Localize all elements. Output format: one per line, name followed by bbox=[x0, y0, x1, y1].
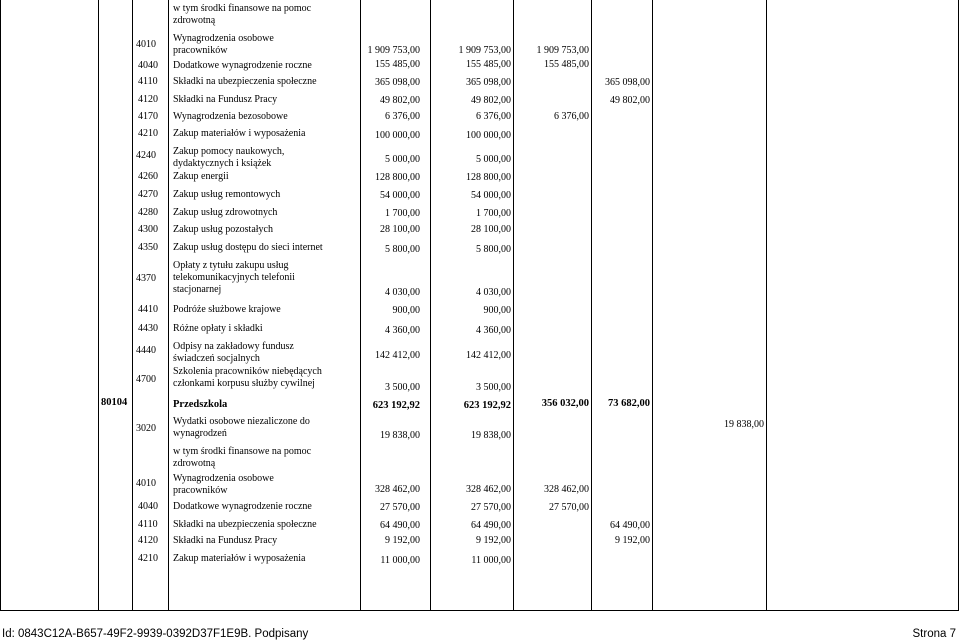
item-name: Dodatkowe wynagrodzenie roczne bbox=[173, 60, 312, 71]
paragraph-code: 4430 bbox=[138, 323, 158, 334]
amount-cell: 900,00 bbox=[483, 305, 511, 316]
item-name: Wynagrodzenia bezosobowe bbox=[173, 111, 288, 122]
amount-cell: 100 000,00 bbox=[375, 130, 420, 141]
paragraph-code: 4700 bbox=[136, 374, 156, 385]
item-name: Zakup usług zdrowotnych bbox=[173, 207, 278, 218]
amount-cell: 19 838,00 bbox=[380, 430, 420, 441]
item-name: Zakup energii bbox=[173, 171, 229, 182]
document-id-text: Id: 0843C12A-B657-49F2-9939-0392D37F1E9B. Podpisany bbox=[2, 628, 309, 640]
amount-cell: 9 192,00 bbox=[385, 535, 420, 546]
amount-cell: 5 000,00 bbox=[385, 154, 420, 165]
amount-cell: 3 500,00 bbox=[385, 382, 420, 393]
amount-cell: 5 800,00 bbox=[385, 244, 420, 255]
amount-cell: 4 030,00 bbox=[476, 287, 511, 298]
amount-cell: 6 376,00 bbox=[476, 111, 511, 122]
column-divider bbox=[132, 0, 133, 610]
item-name: Dodatkowe wynagrodzenie roczne bbox=[173, 501, 312, 512]
column-divider bbox=[652, 0, 653, 610]
item-name: Składki na Fundusz Pracy bbox=[173, 94, 278, 105]
amount-cell: 27 570,00 bbox=[549, 502, 589, 513]
item-name: pracowników bbox=[173, 485, 228, 496]
paragraph-code: 3020 bbox=[136, 423, 156, 434]
amount-cell: 27 570,00 bbox=[380, 502, 420, 513]
chapter-name: Przedszkola bbox=[173, 399, 228, 410]
amount-cell: 49 802,00 bbox=[471, 95, 511, 106]
amount-cell: 365 098,00 bbox=[466, 77, 511, 88]
amount-cell: 5 800,00 bbox=[476, 244, 511, 255]
amount-cell: 100 000,00 bbox=[466, 130, 511, 141]
paragraph-code: 4110 bbox=[138, 76, 158, 87]
item-name: stacjonarnej bbox=[173, 284, 222, 295]
item-name: Różne opłaty i składki bbox=[173, 323, 263, 334]
amount-cell: 6 376,00 bbox=[385, 111, 420, 122]
item-name: Wynagrodzenia osobowe bbox=[173, 473, 274, 484]
column-divider bbox=[98, 0, 99, 610]
amount-cell: 900,00 bbox=[392, 305, 420, 316]
item-name: Składki na ubezpieczenia społeczne bbox=[173, 519, 317, 530]
amount-cell: 128 800,00 bbox=[375, 172, 420, 183]
item-name: Zakup usług pozostałych bbox=[173, 224, 273, 235]
paragraph-code: 4370 bbox=[136, 273, 156, 284]
column-divider bbox=[766, 0, 767, 610]
amount-cell: 4 030,00 bbox=[385, 287, 420, 298]
item-name: Zakup pomocy naukowych, bbox=[173, 146, 285, 157]
item-name: zdrowotną bbox=[173, 15, 216, 26]
amount-cell: 328 462,00 bbox=[544, 484, 589, 495]
paragraph-code: 4110 bbox=[138, 519, 158, 530]
amount-cell: 49 802,00 bbox=[610, 95, 650, 106]
amount-cell: 27 570,00 bbox=[471, 502, 511, 513]
paragraph-code: 4010 bbox=[136, 478, 156, 489]
item-name: telekomunikacyjnych telefonii bbox=[173, 272, 295, 283]
paragraph-code: 4040 bbox=[138, 60, 158, 71]
column-divider bbox=[591, 0, 592, 610]
chapter-code: 80104 bbox=[101, 397, 128, 408]
amount-cell: 5 000,00 bbox=[476, 154, 511, 165]
amount-cell: 28 100,00 bbox=[380, 224, 420, 235]
paragraph-code: 4120 bbox=[138, 94, 158, 105]
amount-cell: 365 098,00 bbox=[605, 77, 650, 88]
amount-cell: 11 000,00 bbox=[471, 555, 511, 566]
amount-cell: 9 192,00 bbox=[476, 535, 511, 546]
page-footer bbox=[0, 621, 960, 643]
amount-cell: 365 098,00 bbox=[375, 77, 420, 88]
column-divider bbox=[513, 0, 514, 610]
column-divider bbox=[958, 0, 959, 610]
item-name: zdrowotną bbox=[173, 458, 216, 469]
table-bottom-rule bbox=[0, 610, 959, 611]
item-name: Szkolenia pracowników niebędących bbox=[173, 366, 322, 377]
paragraph-code: 4010 bbox=[136, 39, 156, 50]
amount-cell: 11 000,00 bbox=[380, 555, 420, 566]
item-name: pracowników bbox=[173, 45, 228, 56]
item-name: Opłaty z tytułu zakupu usług bbox=[173, 260, 289, 271]
amount-cell: 1 700,00 bbox=[385, 208, 420, 219]
amount-cell: 54 000,00 bbox=[380, 190, 420, 201]
amount-cell: 1 909 753,00 bbox=[458, 45, 511, 56]
amount-cell: 623 192,92 bbox=[463, 400, 511, 411]
amount-cell: 142 412,00 bbox=[466, 350, 511, 361]
amount-cell: 64 490,00 bbox=[380, 520, 420, 531]
amount-cell: 64 490,00 bbox=[610, 520, 650, 531]
item-name: Składki na ubezpieczenia społeczne bbox=[173, 76, 317, 87]
amount-cell: 155 485,00 bbox=[466, 59, 511, 70]
paragraph-code: 4120 bbox=[138, 535, 158, 546]
item-name: Składki na Fundusz Pracy bbox=[173, 535, 278, 546]
paragraph-code: 4270 bbox=[138, 189, 158, 200]
amount-cell: 356 032,00 bbox=[541, 398, 589, 409]
item-name: Wydatki osobowe niezaliczone do bbox=[173, 416, 310, 427]
column-divider bbox=[360, 0, 361, 610]
paragraph-code: 4350 bbox=[138, 242, 158, 253]
item-name: Zakup materiałów i wyposażenia bbox=[173, 553, 306, 564]
amount-cell: 19 838,00 bbox=[471, 430, 511, 441]
paragraph-code: 4210 bbox=[138, 128, 158, 139]
amount-cell: 28 100,00 bbox=[471, 224, 511, 235]
amount-cell: 1 700,00 bbox=[476, 208, 511, 219]
amount-cell: 54 000,00 bbox=[471, 190, 511, 201]
item-name: w tym środki finansowe na pomoc bbox=[173, 446, 312, 457]
item-name: Zakup usług dostępu do sieci internet bbox=[173, 242, 323, 253]
amount-cell: 4 360,00 bbox=[385, 325, 420, 336]
amount-cell: 328 462,00 bbox=[375, 484, 420, 495]
amount-cell: 155 485,00 bbox=[375, 59, 420, 70]
amount-cell: 64 490,00 bbox=[471, 520, 511, 531]
amount-cell: 73 682,00 bbox=[608, 398, 650, 409]
paragraph-code: 4240 bbox=[136, 150, 156, 161]
amount-cell: 1 909 753,00 bbox=[536, 45, 589, 56]
amount-cell: 19 838,00 bbox=[724, 419, 764, 430]
paragraph-code: 4280 bbox=[138, 207, 158, 218]
paragraph-code: 4040 bbox=[138, 501, 158, 512]
amount-cell: 4 360,00 bbox=[476, 325, 511, 336]
item-name: Podróże służbowe krajowe bbox=[173, 304, 281, 315]
item-name: świadczeń socjalnych bbox=[173, 353, 260, 364]
amount-cell: 128 800,00 bbox=[466, 172, 511, 183]
amount-cell: 9 192,00 bbox=[615, 535, 650, 546]
column-divider bbox=[0, 0, 1, 610]
amount-cell: 49 802,00 bbox=[380, 95, 420, 106]
item-name: dydaktycznych i książek bbox=[173, 158, 272, 169]
amount-cell: 142 412,00 bbox=[375, 350, 420, 361]
amount-cell: 6 376,00 bbox=[554, 111, 589, 122]
item-name: Odpisy na zakładowy fundusz bbox=[173, 341, 294, 352]
column-divider bbox=[168, 0, 169, 610]
item-name: Zakup materiałów i wyposażenia bbox=[173, 128, 306, 139]
paragraph-code: 4210 bbox=[138, 553, 158, 564]
paragraph-code: 4170 bbox=[138, 111, 158, 122]
page-number-text: Strona 7 bbox=[912, 628, 956, 640]
amount-cell: 155 485,00 bbox=[544, 59, 589, 70]
item-name: w tym środki finansowe na pomoc bbox=[173, 3, 312, 14]
amount-cell: 623 192,92 bbox=[372, 400, 420, 411]
item-name: Wynagrodzenia osobowe bbox=[173, 33, 274, 44]
paragraph-code: 4410 bbox=[138, 304, 158, 315]
paragraph-code: 4440 bbox=[136, 345, 156, 356]
item-name: wynagrodzeń bbox=[173, 428, 227, 439]
amount-cell: 3 500,00 bbox=[476, 382, 511, 393]
column-divider bbox=[430, 0, 431, 610]
amount-cell: 328 462,00 bbox=[466, 484, 511, 495]
item-name: Zakup usług remontowych bbox=[173, 189, 281, 200]
amount-cell: 1 909 753,00 bbox=[367, 45, 420, 56]
paragraph-code: 4300 bbox=[138, 224, 158, 235]
paragraph-code: 4260 bbox=[138, 171, 158, 182]
item-name: członkami korpusu służby cywilnej bbox=[173, 378, 315, 389]
